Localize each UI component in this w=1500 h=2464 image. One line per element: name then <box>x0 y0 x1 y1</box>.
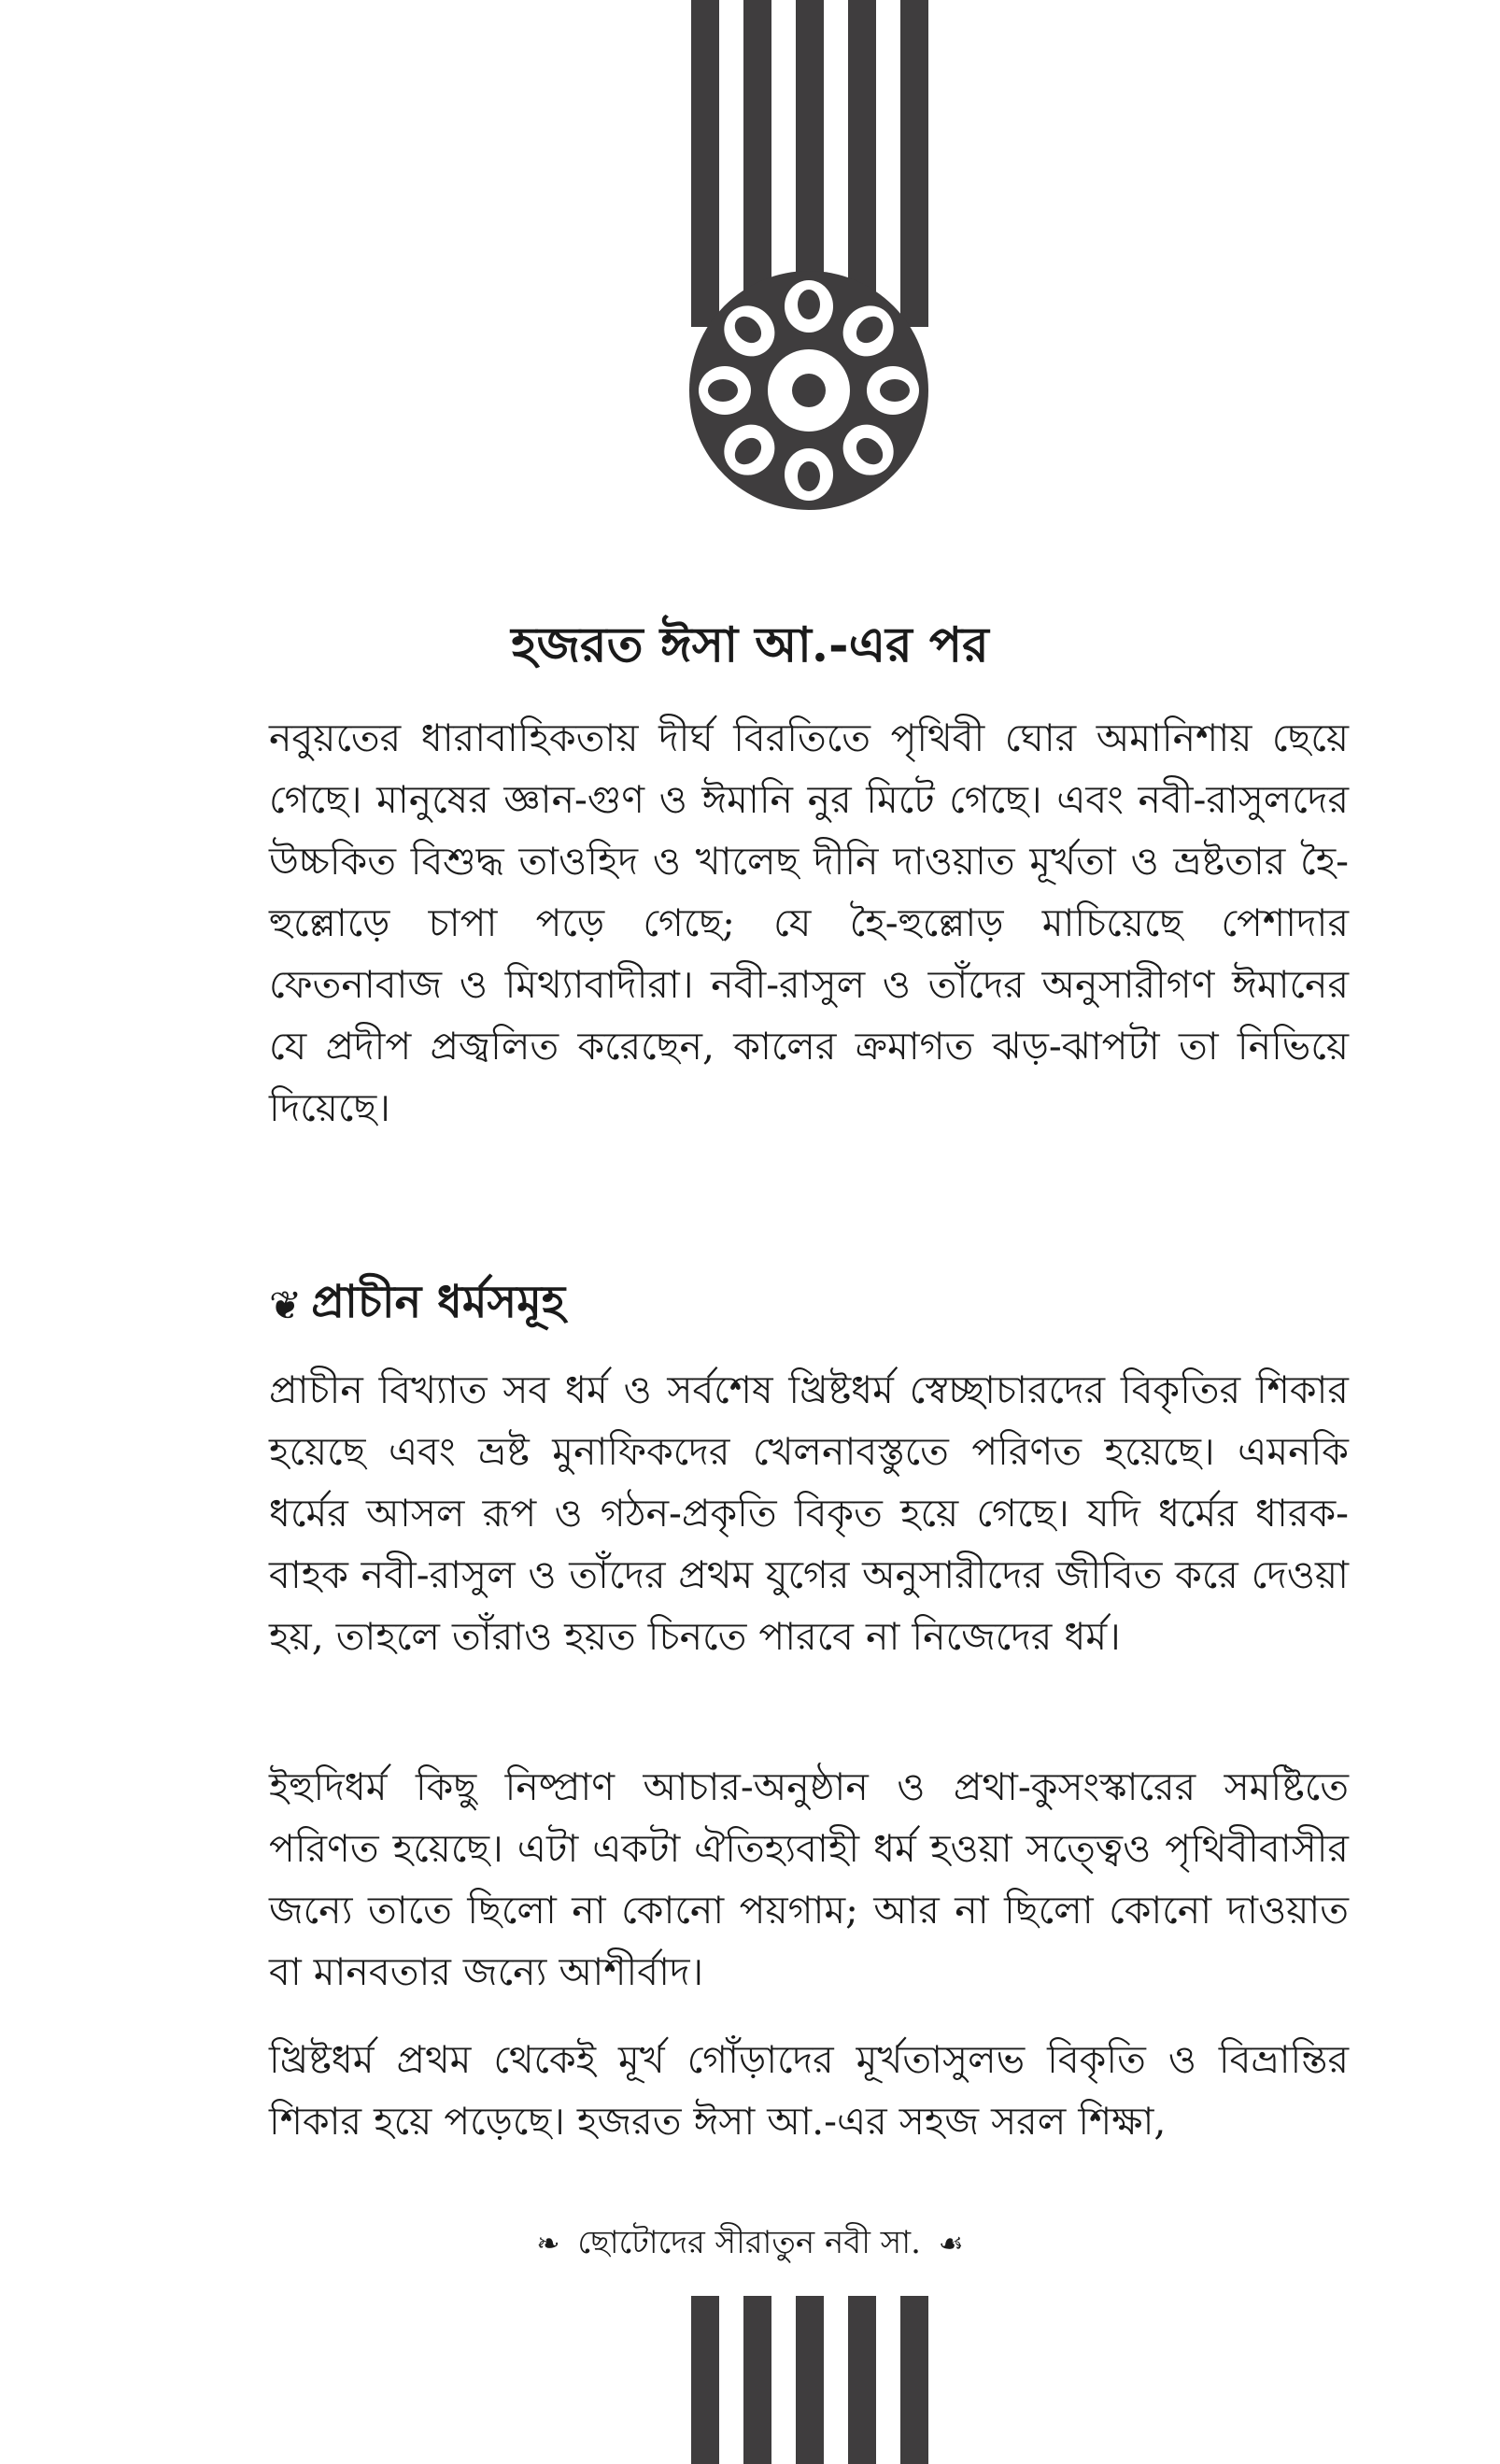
section-heading-text: প্রাচীন ধর্মসমূহ <box>311 1276 566 1328</box>
stripe <box>743 2296 771 2464</box>
ornament-bullet-icon: ❦ <box>269 1282 303 1328</box>
section-paragraph-2: ইহুদিধর্ম কিছু নিষ্প্রাণ আচার-অনুষ্ঠান ও প্রথা-কুসংস্কারের সমষ্টিতে পরিণত হয়েছে। এটা একটা ঐতিহ্যবাহী ধর্ম হওয়া সত্ত্বেও পৃথিবীবাসীর জন্যে তাতে ছিলো না কোনো পয়গাম; আর না ছিলো কোনো দাওয়াত বা মানবতার জন্যে আশীর্বাদ। <box>269 1764 1349 1994</box>
section-paragraph-3: খ্রিষ্টধর্ম প্রথম থেকেই মূর্খ গোঁড়াদের মূর্খতাসুলভ বিকৃতি ও বিভ্রান্তির শিকার হয়ে পড়েছে। হজরত ঈসা আ.-এর সহজ সরল শিক্ষা, <box>269 2037 1349 2144</box>
stripe <box>796 2296 824 2464</box>
medallion-ornament-icon <box>687 264 930 517</box>
bottom-stripe-decoration <box>0 2296 1500 2464</box>
left-flourish-icon: ❧ <box>536 2228 560 2260</box>
stripe <box>900 2296 928 2464</box>
right-flourish-icon: ☙ <box>938 2228 964 2260</box>
footer-title: ছোটোদের সীরাতুন নবী সা. <box>577 2224 921 2261</box>
stripe <box>691 2296 719 2464</box>
page-title: হজরত ঈসা আ.-এর পর <box>511 616 989 673</box>
section-paragraph-1: প্রাচীন বিখ্যাত সব ধর্ম ও সর্বশেষ খ্রিষ্টধর্ম স্বেচ্ছাচারদের বিকৃতির শিকার হয়েছে এবং ভ্রষ্ট মুনাফিকদের খেলনাবস্তুতে পরিণত হয়েছে। এমনকি ধর্মের আসল রূপ ও গঠন-প্রকৃতি বিকৃত হয়ে গেছে। যদি ধর্মের ধারক-বাহক নবী-রাসুল ও তাঁদের প্রথম যুগের অনুসারীদের জীবিত করে দেওয়া হয়, তাহলে তাঁরাও হয়ত চিনতে পারবে না নিজেদের ধর্ম। <box>269 1367 1349 1659</box>
stripe <box>848 2296 876 2464</box>
section-heading <box>269 1268 565 1342</box>
running-footer <box>0 2218 1500 2272</box>
intro-paragraph: নবুয়তের ধারাবাহিকতায় দীর্ঘ বিরতিতে পৃথিবী ঘোর অমানিশায় ছেয়ে গেছে। মানুষের জ্ঞান-গুণ ও ঈমানি নুর মিটে গেছে। এবং নবী-রাসুলদের উচ্চকিত বিশুদ্ধ তাওহিদ ও খালেছ দীনি দাওয়াত মূর্খতা ও ভ্রষ্টতার হৈ-হুল্লোড়ে চাপা পড়ে গেছে; যে হৈ-হুল্লোড় মাচিয়েছে পেশাদার ফেতনাবাজ ও মিথ্যাবাদীরা। নবী-রাসুল ও তাঁদের অনুসারীগণ ঈমানের যে প্রদীপ প্রজ্বলিত করেছেন, কালের ক্রমাগত ঝড়-ঝাপটা তা নিভিয়ে দিয়েছে। <box>269 715 1349 1130</box>
